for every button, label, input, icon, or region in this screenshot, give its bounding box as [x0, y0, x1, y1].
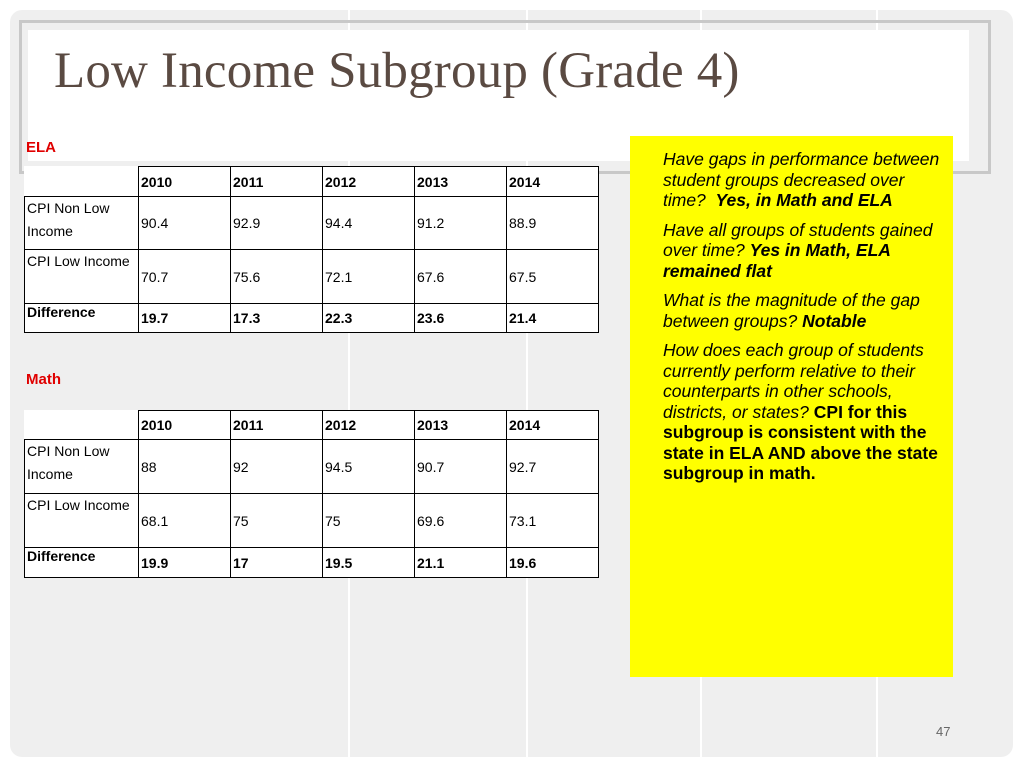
table-cell: 92.9 [231, 197, 323, 250]
table-cell: 92.7 [507, 440, 599, 494]
ela-label: ELA [26, 139, 56, 156]
table-row [25, 250, 599, 304]
table-cell: 22.3 [323, 304, 415, 333]
page-number: 47 [936, 724, 951, 739]
math-year-header: 2011 [231, 411, 323, 440]
table-cell: 94.4 [323, 197, 415, 250]
table-cell: 67.5 [507, 250, 599, 304]
table-cell: 75 [323, 494, 415, 548]
math-table [24, 410, 599, 578]
ela-year-header: 2013 [415, 167, 507, 197]
analysis-question: How does each group of students currently perform relative to their counterparts in other schools, districts, or states? [663, 340, 924, 422]
math-corner-cell [25, 411, 139, 440]
table-row [25, 197, 599, 250]
analysis-item [663, 290, 953, 331]
table-cell: 91.2 [415, 197, 507, 250]
ela-table [24, 166, 599, 333]
analysis-question: Have all groups of students gained over time? [663, 219, 933, 260]
math-year-header: 2013 [415, 411, 507, 440]
row-label: CPI Low Income [25, 250, 139, 304]
analysis-answer: Yes in Math, ELA remained flat [663, 240, 891, 281]
row-label: Difference [25, 304, 139, 333]
table-cell: 72.1 [323, 250, 415, 304]
analysis-question: Have gaps in performance between student groups decreased over time? [663, 149, 940, 210]
analysis-item [663, 220, 953, 282]
analysis-panel [663, 149, 953, 493]
table-cell: 19.5 [323, 548, 415, 578]
table-cell: 90.4 [139, 197, 231, 250]
math-year-header: 2014 [507, 411, 599, 440]
ela-year-header: 2014 [507, 167, 599, 197]
ela-corner-cell [25, 167, 139, 197]
ela-year-header: 2010 [139, 167, 231, 197]
table-cell: 75 [231, 494, 323, 548]
row-label: Difference [25, 548, 139, 578]
table-cell: 70.7 [139, 250, 231, 304]
table-cell: 67.6 [415, 250, 507, 304]
table-cell: 21.1 [415, 548, 507, 578]
analysis-item [663, 340, 953, 484]
row-label: CPI Non Low Income [25, 197, 139, 250]
row-label: CPI Low Income [25, 494, 139, 548]
math-year-header: 2012 [323, 411, 415, 440]
analysis-item [663, 149, 953, 211]
ela-year-header: 2012 [323, 167, 415, 197]
table-cell: 92 [231, 440, 323, 494]
table-row [25, 440, 599, 494]
table-cell: 88.9 [507, 197, 599, 250]
table-cell: 90.7 [415, 440, 507, 494]
ela-year-header: 2011 [231, 167, 323, 197]
table-cell: 17.3 [231, 304, 323, 333]
math-year-header: 2010 [139, 411, 231, 440]
table-cell: 94.5 [323, 440, 415, 494]
table-row [25, 304, 599, 333]
table-cell: 75.6 [231, 250, 323, 304]
table-cell: 23.6 [415, 304, 507, 333]
table-row [25, 494, 599, 548]
table-cell: 68.1 [139, 494, 231, 548]
table-cell: 88 [139, 440, 231, 494]
table-cell: 21.4 [507, 304, 599, 333]
slide-title: Low Income Subgroup (Grade 4) [54, 43, 740, 99]
analysis-answer: Notable [802, 310, 867, 331]
table-cell: 19.9 [139, 548, 231, 578]
analysis-answer: CPI for this subgroup is consistent with the state in ELA AND above the state subgroup in math. [663, 401, 938, 483]
table-cell: 69.6 [415, 494, 507, 548]
analysis-question: What is the magnitude of the gap between groups? [663, 290, 920, 331]
table-cell: 19.7 [139, 304, 231, 333]
table-cell: 17 [231, 548, 323, 578]
table-cell: 73.1 [507, 494, 599, 548]
math-label: Math [26, 371, 61, 388]
analysis-answer: Yes, in Math and ELA [715, 190, 893, 210]
table-cell: 19.6 [507, 548, 599, 578]
row-label: CPI Non Low Income [25, 440, 139, 494]
table-row [25, 548, 599, 578]
